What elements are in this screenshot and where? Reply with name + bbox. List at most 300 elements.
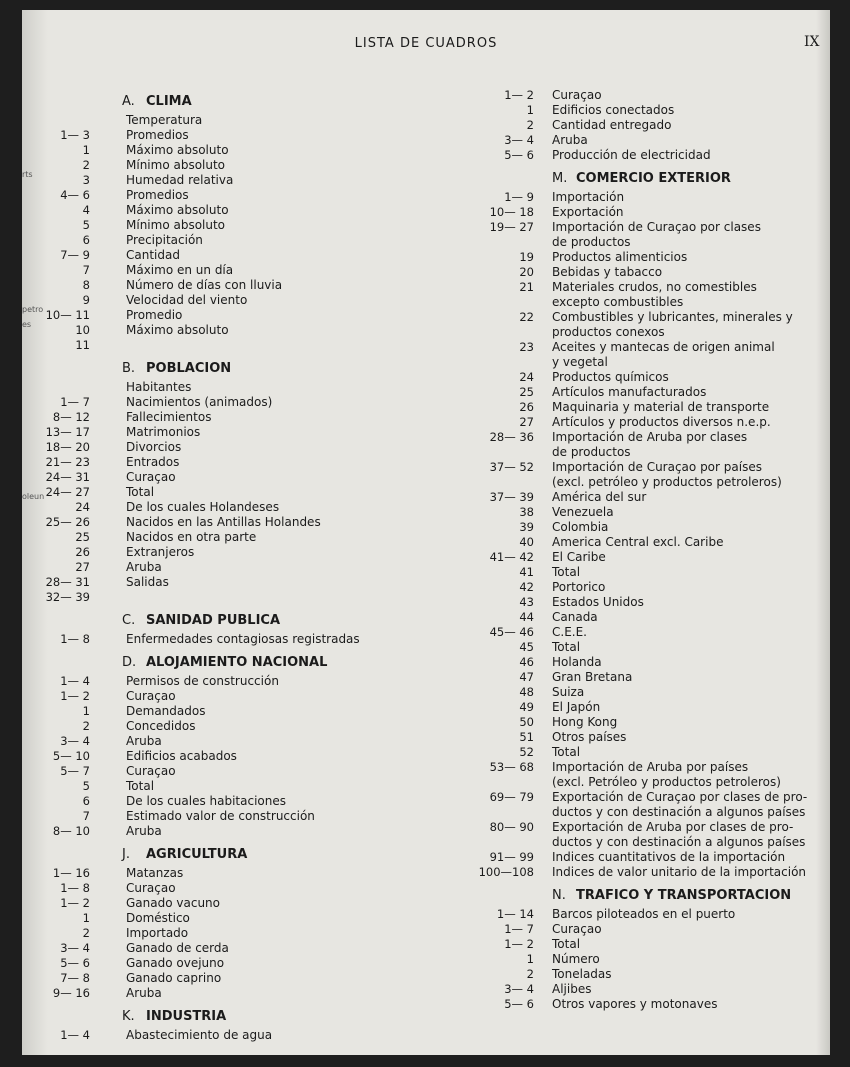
table-title: Barcos piloteados en el puerto [552, 907, 736, 921]
table-row [442, 760, 830, 775]
section-letter: D. [122, 655, 137, 670]
table-title: De los cuales Holandeses [126, 500, 280, 514]
section-title: CLIMA [146, 94, 192, 109]
table-number: 3— 4 [60, 941, 90, 955]
table-title: Edificios conectados [552, 103, 675, 117]
table-row [22, 440, 422, 455]
section-heading [122, 94, 192, 109]
section-letter: K. [122, 1009, 135, 1024]
table-row [22, 971, 422, 986]
table-number: 69— 79 [489, 790, 534, 804]
section-letter: C. [122, 613, 136, 628]
table-title: productos conexos [552, 325, 665, 339]
table-title: Productos químicos [552, 370, 669, 384]
table-row [22, 323, 422, 338]
table-number: 21 [519, 280, 534, 294]
table-number: 1— 4 [60, 1028, 90, 1042]
table-row [442, 88, 830, 103]
table-title: América del sur [552, 490, 647, 504]
table-number: 1— 14 [496, 907, 534, 921]
table-row [22, 308, 422, 323]
table-number: 7 [82, 263, 90, 277]
table-row [442, 205, 830, 220]
table-row [442, 865, 830, 880]
table-title: Total [552, 937, 581, 951]
table-title: Máximo absoluto [126, 143, 229, 157]
table-title: Portorico [552, 580, 606, 594]
table-title: Importación de Aruba por países [552, 760, 749, 774]
table-number: 1— 9 [504, 190, 534, 204]
table-row [22, 410, 422, 425]
table-row [442, 520, 830, 535]
table-title: Cantidad [126, 248, 180, 262]
table-number: 51 [519, 730, 534, 744]
table-number: 5 [82, 218, 90, 232]
table-row [22, 293, 422, 308]
table-number: 1— 2 [504, 88, 534, 102]
table-number: 7 [82, 809, 90, 823]
table-title: Velocidad del viento [126, 293, 248, 307]
table-row [22, 824, 422, 839]
table-title: Estados Unidos [552, 595, 644, 609]
table-row [442, 685, 830, 700]
table-title: Nacidos en las Antillas Holandes [126, 515, 321, 529]
table-title: Estimado valor de construcción [126, 809, 315, 823]
table-row [442, 700, 830, 715]
table-title: de productos [552, 445, 631, 459]
table-number: 4— 6 [60, 188, 90, 202]
table-row [22, 674, 422, 689]
table-title: Canada [552, 610, 598, 624]
table-row [22, 809, 422, 824]
table-title: Venezuela [552, 505, 614, 519]
table-number: 5— 7 [60, 764, 90, 778]
table-row [22, 926, 422, 941]
table-title: Curaçao [552, 88, 602, 102]
table-row [22, 1028, 422, 1043]
table-title: Total [126, 485, 155, 499]
page-number: IX [804, 34, 820, 50]
table-title: Bebidas y tabacco [552, 265, 663, 279]
table-row [22, 896, 422, 911]
table-number: 48 [519, 685, 534, 699]
table-row [22, 188, 422, 203]
table-row [22, 515, 422, 530]
table-number: 27 [519, 415, 534, 429]
table-title: ductos y con destinación a algunos países [552, 835, 806, 849]
section-heading [122, 655, 327, 670]
table-row [442, 460, 830, 475]
table-title: Indices cuantitativos de la importación [552, 850, 786, 864]
table-title: Importación de Aruba por clases [552, 430, 748, 444]
table-number: 9 [82, 293, 90, 307]
table-row [22, 470, 422, 485]
table-title: Aruba [126, 824, 162, 838]
table-row [442, 118, 830, 133]
table-title: Exportación [552, 205, 624, 219]
section-title: POBLACION [146, 361, 232, 376]
table-row [22, 143, 422, 158]
table-title: Aruba [126, 986, 162, 1000]
table-number: 41— 42 [489, 550, 534, 564]
table-row [442, 235, 830, 250]
table-row [22, 749, 422, 764]
table-number: 11 [75, 338, 90, 352]
margin-note: es [22, 320, 32, 329]
table-title: Otros países [552, 730, 627, 744]
table-row [442, 535, 830, 550]
table-title: Matrimonios [126, 425, 201, 439]
table-row [22, 395, 422, 410]
table-row [22, 380, 422, 395]
table-row [22, 545, 422, 560]
table-row [442, 103, 830, 118]
table-title: Máximo en un día [126, 263, 234, 277]
table-row [22, 425, 422, 440]
table-title: Permisos de construcción [126, 674, 279, 688]
table-title: El Caribe [552, 550, 606, 564]
table-row [442, 850, 830, 865]
section-title: TRAFICO Y TRANSPORTACION [576, 888, 792, 903]
table-row [442, 430, 830, 445]
table-row [22, 689, 422, 704]
table-title: Fallecimientos [126, 410, 212, 424]
table-row [442, 415, 830, 430]
table-row [22, 278, 422, 293]
table-number: 37— 39 [489, 490, 534, 504]
table-title: Promedios [126, 188, 189, 202]
table-title: De los cuales habitaciones [126, 794, 287, 808]
table-row [22, 173, 422, 188]
section-heading [122, 613, 280, 628]
table-row [22, 794, 422, 809]
table-title: Total [126, 779, 155, 793]
table-number: 1— 8 [60, 881, 90, 895]
table-row [442, 550, 830, 565]
table-number: 91— 99 [489, 850, 534, 864]
table-title: Artículos manufacturados [552, 385, 707, 399]
table-number: 10— 18 [489, 205, 534, 219]
table-title: America Central excl. Caribe [552, 535, 724, 549]
table-number: 24— 27 [45, 485, 90, 499]
table-title: Productos alimenticios [552, 250, 688, 264]
section-letter: A. [122, 94, 135, 109]
table-number: 53— 68 [489, 760, 534, 774]
table-row [22, 113, 422, 128]
table-title: Aljibes [552, 982, 592, 996]
table-row [442, 340, 830, 355]
table-number: 1— 3 [60, 128, 90, 142]
table-row [22, 455, 422, 470]
table-title: Número de días con lluvia [126, 278, 283, 292]
table-title: Aruba [126, 560, 162, 574]
table-number: 19— 27 [489, 220, 534, 234]
table-number: 7— 8 [60, 971, 90, 985]
table-number: 47 [519, 670, 534, 684]
table-title: El Japón [552, 700, 601, 714]
table-row [442, 310, 830, 325]
table-number: 19 [519, 250, 534, 264]
table-number: 3— 4 [504, 133, 534, 147]
section-title: INDUSTRIA [146, 1009, 227, 1024]
margin-note: petro [22, 305, 44, 314]
table-title: Gran Bretana [552, 670, 633, 684]
table-row [442, 565, 830, 580]
table-number: 5— 6 [504, 148, 534, 162]
table-row [22, 485, 422, 500]
table-title: Humedad relativa [126, 173, 234, 187]
table-title: Combustibles y lubricantes, minerales y [552, 310, 793, 324]
table-row [442, 250, 830, 265]
table-number: 1— 7 [504, 922, 534, 936]
table-title: Exportación de Aruba por clases de pro- [552, 820, 794, 834]
table-number: 40 [519, 535, 534, 549]
table-number: 43 [519, 595, 534, 609]
table-title: ductos y con destinación a algunos países [552, 805, 806, 819]
table-row [442, 670, 830, 685]
document-page [22, 10, 830, 1055]
table-number: 27 [75, 560, 90, 574]
table-title: Curaçao [126, 470, 176, 484]
table-number: 32— 39 [45, 590, 90, 604]
table-title: Ganado de cerda [126, 941, 229, 955]
table-title: Producción de electricidad [552, 148, 711, 162]
section-title: SANIDAD PUBLICA [146, 613, 281, 628]
table-number: 50 [519, 715, 534, 729]
table-title: Colombia [552, 520, 609, 534]
table-number: 44 [519, 610, 534, 624]
table-number: 4 [82, 203, 90, 217]
table-row [22, 764, 422, 779]
table-number: 24— 31 [45, 470, 90, 484]
table-number: 3— 4 [60, 734, 90, 748]
table-row [22, 338, 422, 353]
table-row [442, 295, 830, 310]
table-title: Total [552, 745, 581, 759]
table-title: Indices de valor unitario de la importación [552, 865, 807, 879]
table-number: 5— 6 [60, 956, 90, 970]
table-row [22, 704, 422, 719]
table-title: Materiales crudos, no comestibles [552, 280, 757, 294]
table-row [442, 190, 830, 205]
table-number: 23 [519, 340, 534, 354]
table-row [442, 922, 830, 937]
table-number: 28— 36 [489, 430, 534, 444]
table-number: 24 [75, 500, 90, 514]
section-heading [552, 171, 731, 186]
table-title: Importación de Curaçao por países [552, 460, 762, 474]
table-number: 1— 2 [60, 689, 90, 703]
table-title: excepto combustibles [552, 295, 684, 309]
table-row [442, 805, 830, 820]
table-row [442, 475, 830, 490]
section-heading [122, 1009, 226, 1024]
table-row [442, 655, 830, 670]
table-number: 2 [82, 719, 90, 733]
table-title: Aruba [126, 734, 162, 748]
table-title: Máximo absoluto [126, 203, 229, 217]
table-title: Toneladas [552, 967, 612, 981]
table-row [442, 775, 830, 790]
table-number: 100—108 [478, 865, 534, 879]
table-title: Maquinaria y material de transporte [552, 400, 770, 414]
table-title: Abastecimiento de agua [126, 1028, 273, 1042]
table-row [22, 128, 422, 143]
table-row [22, 941, 422, 956]
table-number: 25 [519, 385, 534, 399]
table-number: 41 [519, 565, 534, 579]
table-title: Total [552, 640, 581, 654]
table-title: Temperatura [126, 113, 203, 127]
table-row [442, 730, 830, 745]
table-row [442, 355, 830, 370]
margin-note: oleun [22, 492, 45, 501]
table-title: Curaçao [126, 764, 176, 778]
table-title: Cantidad entregado [552, 118, 672, 132]
table-row [442, 265, 830, 280]
table-title: Mínimo absoluto [126, 218, 226, 232]
section-heading [552, 888, 791, 903]
table-number: 26 [519, 400, 534, 414]
table-title: Importación de Curaçao por clases [552, 220, 761, 234]
table-title: Número [552, 952, 600, 966]
table-row [442, 580, 830, 595]
table-title: Total [552, 565, 581, 579]
table-number: 1— 16 [52, 866, 90, 880]
table-row [442, 400, 830, 415]
table-number: 1— 7 [60, 395, 90, 409]
table-title: Promedio [126, 308, 183, 322]
table-title: Entrados [126, 455, 180, 469]
table-number: 5— 6 [504, 997, 534, 1011]
section-heading [122, 361, 231, 376]
table-title: Extranjeros [126, 545, 195, 559]
table-number: 46 [519, 655, 534, 669]
table-number: 1— 4 [60, 674, 90, 688]
table-number: 6 [82, 794, 90, 808]
table-number: 49 [519, 700, 534, 714]
table-row [442, 907, 830, 922]
table-number: 10— 11 [45, 308, 90, 322]
table-title: Doméstico [126, 911, 190, 925]
table-row [442, 370, 830, 385]
table-number: 18— 20 [45, 440, 90, 454]
table-row [442, 967, 830, 982]
table-row [22, 248, 422, 263]
table-row [442, 937, 830, 952]
table-row [22, 233, 422, 248]
table-title: Nacidos en otra parte [126, 530, 257, 544]
table-title: Suiza [552, 685, 585, 699]
table-row [22, 632, 422, 647]
table-row [442, 790, 830, 805]
table-row [22, 734, 422, 749]
table-row [22, 158, 422, 173]
table-row [442, 997, 830, 1012]
table-row [22, 590, 422, 605]
margin-note: rts [22, 170, 33, 179]
table-title: Ganado ovejuno [126, 956, 225, 970]
table-row [22, 956, 422, 971]
table-row [22, 218, 422, 233]
table-title: Importación [552, 190, 625, 204]
table-number: 2 [82, 158, 90, 172]
table-row [442, 640, 830, 655]
table-number: 8— 12 [52, 410, 90, 424]
table-number: 80— 90 [489, 820, 534, 834]
table-title: Importado [126, 926, 189, 940]
table-row [442, 325, 830, 340]
table-number: 1— 8 [60, 632, 90, 646]
table-number: 37— 52 [489, 460, 534, 474]
table-title: Matanzas [126, 866, 184, 880]
table-title: Precipitación [126, 233, 203, 247]
table-row [442, 625, 830, 640]
section-letter: M. [552, 171, 568, 186]
table-row [442, 505, 830, 520]
table-title: Divorcios [126, 440, 182, 454]
section-letter: B. [122, 361, 136, 376]
table-number: 6 [82, 233, 90, 247]
page-title: LISTA DE CUADROS [354, 36, 498, 51]
table-number: 2 [526, 118, 534, 132]
table-row [22, 560, 422, 575]
table-row [442, 445, 830, 460]
section-title: ALOJAMIENTO NACIONAL [146, 655, 328, 670]
table-title: Concedidos [126, 719, 196, 733]
table-row [442, 715, 830, 730]
table-number: 52 [519, 745, 534, 759]
table-title: Promedios [126, 128, 189, 142]
table-row [442, 982, 830, 997]
table-title: Aceites y mantecas de origen animal [552, 340, 775, 354]
table-number: 3— 4 [504, 982, 534, 996]
table-title: Máximo absoluto [126, 323, 229, 337]
table-row [442, 595, 830, 610]
table-number: 1— 2 [60, 896, 90, 910]
table-number: 45— 46 [489, 625, 534, 639]
table-number: 25 [75, 530, 90, 544]
table-title: Habitantes [126, 380, 192, 394]
table-title: Edificios acabados [126, 749, 237, 763]
table-row [22, 779, 422, 794]
table-title: Holanda [552, 655, 602, 669]
table-row [22, 911, 422, 926]
table-row [442, 148, 830, 163]
table-row [442, 220, 830, 235]
table-title: Aruba [552, 133, 588, 147]
table-number: 22 [519, 310, 534, 324]
table-row [442, 280, 830, 295]
table-number: 8— 10 [52, 824, 90, 838]
table-number: 1— 2 [504, 937, 534, 951]
table-row [442, 490, 830, 505]
table-title: de productos [552, 235, 631, 249]
table-number: 13— 17 [45, 425, 90, 439]
table-title: Demandados [126, 704, 206, 718]
table-number: 20 [519, 265, 534, 279]
table-number: 7— 9 [60, 248, 90, 262]
section-title: COMERCIO EXTERIOR [576, 171, 731, 186]
table-title: Salidas [126, 575, 169, 589]
table-number: 28— 31 [45, 575, 90, 589]
table-number: 10 [75, 323, 90, 337]
table-title: Otros vapores y motonaves [552, 997, 718, 1011]
table-title: Nacimientos (animados) [126, 395, 273, 409]
table-title: Curaçao [126, 881, 176, 895]
table-row [442, 820, 830, 835]
table-number: 45 [519, 640, 534, 654]
